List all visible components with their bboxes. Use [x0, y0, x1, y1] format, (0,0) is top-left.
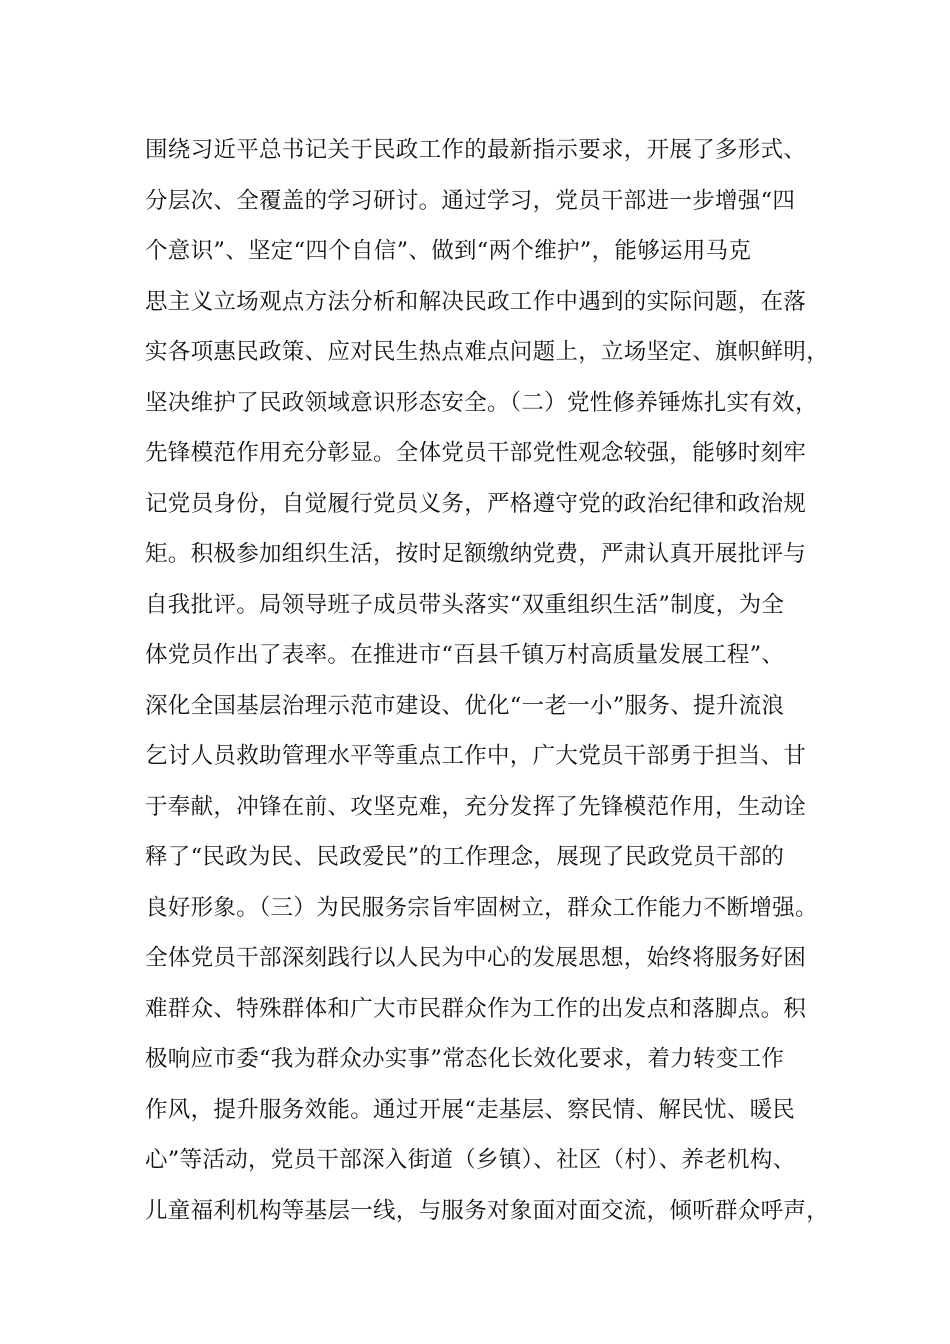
text-line: 矩。积极参加组织生活，按时足额缴纳党费，严肃认真开展批评与: [145, 541, 807, 567]
text-line: 全体党员干部深刻践行以人民为中心的发展思想，始终将服务好困: [145, 945, 807, 971]
text-line: 心”等活动，党员干部深入街道（乡镇）、社区（村）、养老机构、: [145, 1147, 796, 1173]
text-line: 于奉献，冲锋在前、攻坚克难，充分发挥了先锋模范作用，生动诠: [145, 793, 807, 820]
text-line: 儿童福利机构等基层一线，与服务对象面对面交流，倾听群众呼声，: [145, 1197, 830, 1224]
text-line: 深化全国基层治理示范市建设、优化“一老一小”服务、提升流浪: [145, 692, 785, 719]
text-line: 分层次、全覆盖的学习研讨。通过学习，党员干部进一步增强“四: [145, 187, 796, 214]
text-line: 释了“民政为民、民政爱民”的工作理念，展现了民政党员干部的: [145, 844, 785, 870]
text-line: 难群众、特殊群体和广大市民群众作为工作的出发点和落脚点。积: [145, 995, 807, 1022]
text-line: 先锋模范作用充分彰显。全体党员干部党性观念较强，能够时刻牢: [145, 440, 807, 466]
text-line: 体党员作出了表率。在推进市“百县千镇万村高质量发展工程”、: [145, 642, 785, 668]
text-line: 乞讨人员救助管理水平等重点工作中，广大党员干部勇于担当、甘: [145, 743, 807, 769]
text-line: 个意识”、坚定“四个自信”、做到“两个维护”，能够运用马克: [145, 238, 752, 264]
text-line: 记党员身份，自觉履行党员义务，严格遵守党的政治纪律和政治规: [145, 490, 807, 517]
text-line: 自我批评。局领导班子成员带头落实“双重组织生活”制度，为全: [145, 591, 785, 618]
text-line: 坚决维护了民政领域意识形态安全。（二）党性修养锤炼扎实有效，: [145, 389, 818, 416]
text-line: 良好形象。（三）为民服务宗旨牢固树立，群众工作能力不断增强。: [145, 894, 818, 921]
text-line: 围绕习近平总书记关于民政工作的最新指示要求，开展了多形式、: [145, 137, 807, 163]
text-line: 作风，提升服务效能。通过开展“走基层、察民情、解民忧、暖民: [145, 1096, 796, 1123]
body-text: [145, 131, 830, 1242]
text-line: 极响应市委“我为群众办实事”常态化长效化要求，着力转变工作: [145, 1046, 785, 1072]
text-line: 思主义立场观点方法分析和解决民政工作中遇到的实际问题，在落: [145, 288, 807, 315]
text-line: 实各项惠民政策、应对民生热点难点问题上，立场坚定、旗帜鲜明，: [145, 339, 830, 365]
